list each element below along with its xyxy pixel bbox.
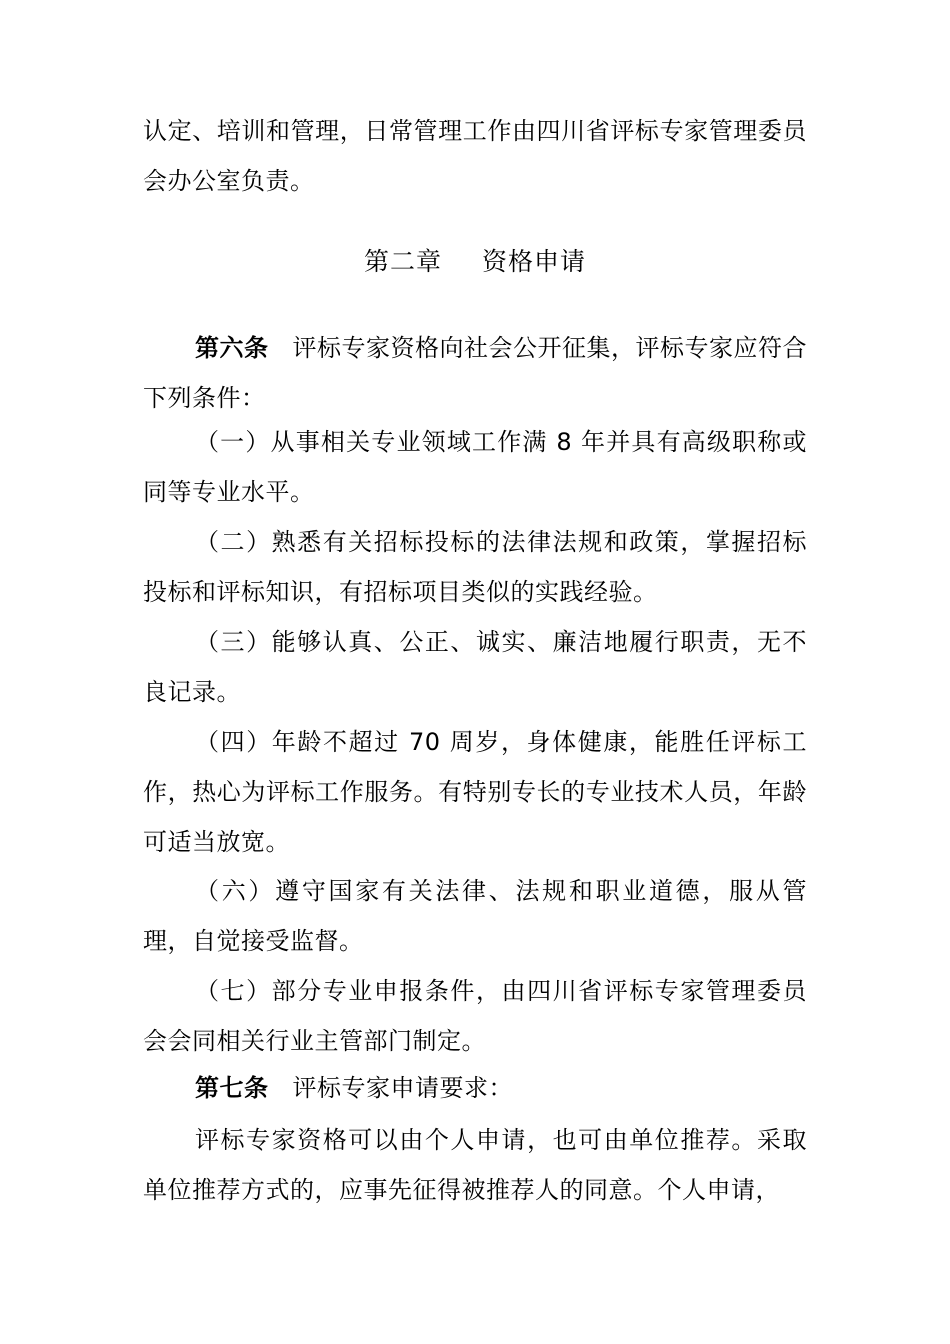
condition-item-4: （四）年龄不超过 70 周岁，身体健康，能胜任评标工作，热心为评标工作服务。有特别专长的专业技术人员，年龄可适当放宽。 [143, 728, 807, 856]
condition-item-6: （六）遵守国家有关法律、法规和职业道德，服从管理，自觉接受监督。 [143, 877, 807, 955]
chapter-number: 第二章 [363, 247, 442, 276]
condition-item-7: （七）部分专业申报条件，由四川省评标专家管理委员会会同相关行业主管部门制定。 [143, 977, 807, 1055]
article-6 [143, 323, 807, 423]
paragraph-continuation: 认定、培训和管理，日常管理工作由四川省评标专家管理委员会办公室负责。 [143, 117, 807, 195]
article-6-text: 评标专家资格向社会公开征集，评标专家应符合下列条件： [143, 334, 807, 412]
article-7 [143, 1063, 807, 1113]
chapter-title: 资格申请 [482, 247, 587, 276]
chapter-heading [0, 242, 950, 282]
article-7-text: 评标专家申请要求： [292, 1074, 513, 1102]
condition-item-2: （二）熟悉有关招标投标的法律法规和政策，掌握招标投标和评标知识，有招标项目类似的实践经验。 [143, 528, 807, 606]
article-7-body: 评标专家资格可以由个人申请，也可由单位推荐。采取单位推荐方式的，应事先征得被推荐人的同意。个人申请， [143, 1126, 807, 1204]
condition-item-1: （一）从事相关专业领域工作满 8 年并具有高级职称或同等专业水平。 [143, 428, 807, 506]
article-6-label: 第六条 [195, 334, 269, 362]
article-7-label: 第七条 [195, 1074, 269, 1102]
condition-item-3: （三）能够认真、公正、诚实、廉洁地履行职责，无不良记录。 [143, 628, 807, 706]
